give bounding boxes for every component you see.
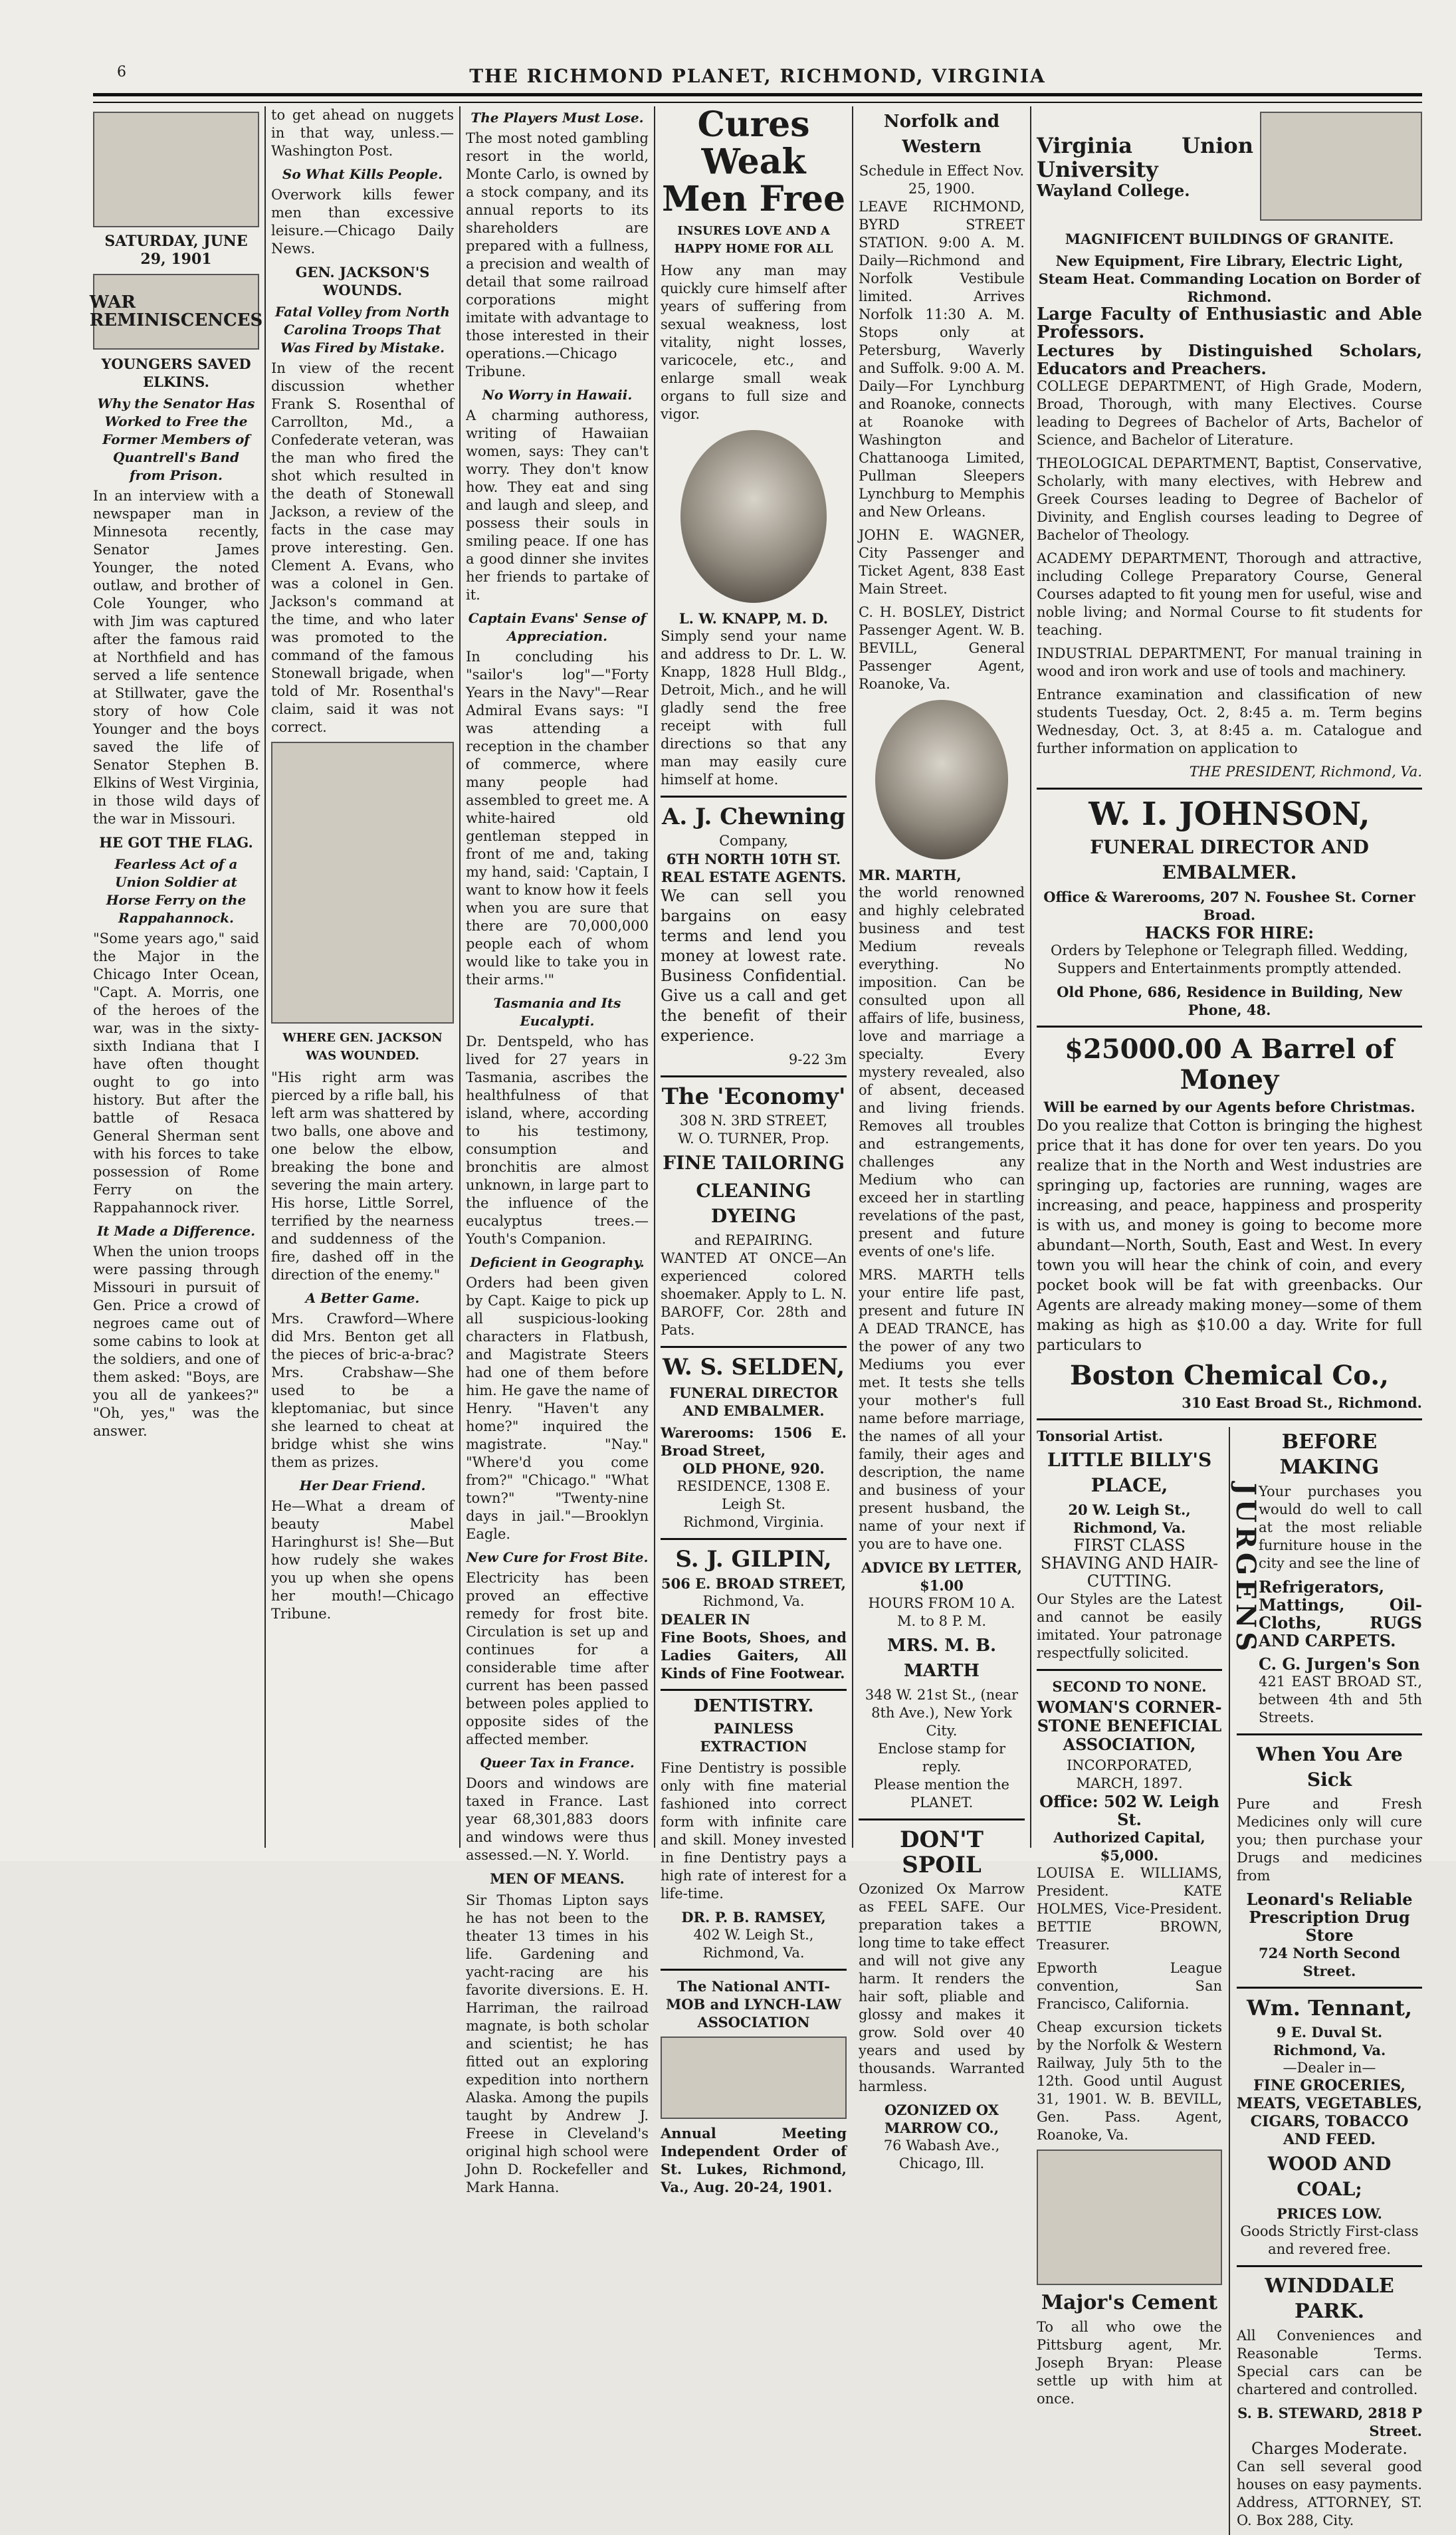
university-signature: THE PRESIDENT, Richmond, Va. bbox=[1189, 764, 1422, 780]
drug-text: Pure and Fresh Medicines only will cure you; then purchase your Drugs and medicines from bbox=[1237, 1796, 1422, 1884]
lower-ads-right bbox=[1230, 1427, 1423, 2535]
article-headline: The Players Must Lose. bbox=[470, 110, 644, 126]
article-subhead: Why the Senator Has Worked to Free the Former Members of Quantrell's Band from Prison. bbox=[97, 395, 255, 483]
wcs-officers: LOUISA E. WILLIAMS, President. KATE HOLMES, Vice-President. BETTIE BROWN, Treasurer. bbox=[1037, 1865, 1222, 1953]
article-paragraph: Electricity has been proved an effective remedy for frost bite. Circulation is set up and continues for a considerable time after current has been passed between poles applied to opposite sides of the affected member. bbox=[466, 1570, 649, 1747]
ozonized-text: Ozonized Ox Marrow as FEEL SAFE. Our preparation takes a long time to take effect and will not give any harm. It renders the hair soft, pliable and glossy and makes it grow. Sold over 40 years and used by thousands. Warranted harmless. bbox=[859, 1881, 1025, 2094]
tennant-tail: Goods Strictly First-class and revered free. bbox=[1240, 2223, 1419, 2257]
column-6 bbox=[1037, 106, 1423, 2528]
article-paragraph: Overwork kills fewer men than excessive leisure.—Chicago Daily News. bbox=[271, 187, 454, 257]
dentistry-address: 402 W. Leigh St., Richmond, Va. bbox=[693, 1927, 814, 1961]
jurgens-title: BEFORE MAKING bbox=[1279, 1430, 1380, 1479]
marth-text: MRS. MARTH tells your entire life past, present and future IN A DEAD TRANCE, has the power of any two Mediums you ever met. It tests she tells your mother's full name before marriage, the names of all your family, their ages and description, the name and business of your present husband, the name of your next if you are to have one. bbox=[859, 1267, 1025, 1552]
selden-warerooms: Warerooms: 1506 E. Broad Street, bbox=[661, 1424, 847, 1459]
article-headline: Queer Tax in France. bbox=[480, 1755, 635, 1771]
article-headline: YOUNGERS SAVED ELKINS. bbox=[101, 356, 251, 390]
selden-title: W. S. SELDEN, bbox=[662, 1354, 845, 1380]
johnson-phone: Old Phone, 686, Residence in Building, New Phone, 48. bbox=[1057, 984, 1402, 1018]
jurgens-side: JURGENS bbox=[1230, 1483, 1261, 1656]
barrel-title: $25000.00 A Barrel of Money bbox=[1065, 1034, 1394, 1095]
university-entrance: Entrance examination and classification of new students Tuesday, Oct. 2, 8:45 a. m. Term begins Wednesday, Oct. 3, at 8:45 a. m. Catalogue and further information on application to bbox=[1037, 687, 1422, 756]
divider bbox=[1237, 1733, 1422, 1735]
tennant-goods: FINE GROCERIES, MEATS, VEGETABLES, CIGARS, TOBACCO AND FEED. bbox=[1237, 2077, 1423, 2148]
park-tail: Can sell several good houses on easy payments. Address, ATTORNEY, ST. O. Box 288, City. bbox=[1237, 2459, 1422, 2528]
divider bbox=[859, 1819, 1025, 1820]
feature-banner bbox=[89, 274, 263, 350]
chewning-subtitle: Company, bbox=[719, 833, 788, 849]
drug-title: When You Are Sick bbox=[1256, 1743, 1403, 1791]
illustration-caption: WHERE GEN. JACKSON WAS WOUNDED. bbox=[282, 1031, 443, 1063]
billy-text: FIRST CLASS SHAVING AND HAIR-CUTTING. bbox=[1040, 1536, 1219, 1591]
cures-ad-text: Simply send your name and address to Dr. L. W. Knapp, 1828 Hull Bldg., Detroit, Mich., and he will gladly send the free receipt with full directions so that any man may easily cure himself at home. bbox=[661, 628, 847, 788]
university-faculty: Large Faculty of Enthusiastic and Able Professors. bbox=[1037, 304, 1422, 342]
johnson-title: W. I. JOHNSON, bbox=[1089, 796, 1370, 833]
dentistry-subtitle: PAINLESS EXTRACTION bbox=[700, 1720, 807, 1755]
article-headline: Deficient in Geography. bbox=[470, 1254, 645, 1270]
dentistry-name: DR. P. B. RAMSEY, bbox=[681, 1909, 826, 1926]
johnson-hacks: HACKS FOR HIRE: bbox=[1144, 923, 1314, 942]
park-title: WINDDALE PARK. bbox=[1265, 2274, 1394, 2323]
billy-title: LITTLE BILLY'S PLACE, bbox=[1047, 1449, 1212, 1496]
column-3 bbox=[466, 106, 649, 2195]
article-paragraph: In an interview with a newspaper man in Minnesota recently, Senator James Younger, the noted outlaw, and brother of Cole Younger, who with Jim was captured after the famous raid at Northfield and has served a life sentence at Stillwater, gave the story of how Cole Younger and the boys saved the life of Senator Stephen B. Elkins of West Virginia, in those wild days of the war in Missouri. bbox=[93, 488, 259, 827]
cures-ad-title: Cures Weak Men Free bbox=[661, 104, 846, 219]
chewning-address: 6TH NORTH 10TH ST. bbox=[666, 851, 841, 867]
article-paragraph: The most noted gambling resort in the world, Monte Carlo, is owned by a stock company, and its annual reports to its shareholders are prepared with a fullness, a precision and wealth of detail that some railroad corporations might imitate with advantage to those interested in their operations.—Chicago Tribune. bbox=[466, 130, 649, 380]
article-paragraph: "His right arm was pierced by a rifle ball, his left arm was shattered by two balls, one above and one below the elbow, breaking the bone and severing the main artery. His horse, Little Sorrel, terrified by the nearness and suddenness of the fire, dashed off in the direction of the enemy." bbox=[271, 1069, 454, 1283]
article-headline: HE GOT THE FLAG. bbox=[99, 834, 253, 851]
gilpin-goods: Fine Boots, Shoes, and Ladies Gaiters, All Kinds of Fine Footwear. bbox=[661, 1629, 847, 1682]
marth-planet: Please mention the PLANET. bbox=[874, 1777, 1009, 1811]
column-2 bbox=[271, 106, 454, 1848]
drug-name: Leonard's Reliable Prescription Drug Store bbox=[1246, 1890, 1413, 1945]
article-headline: MEN OF MEANS. bbox=[490, 1870, 625, 1887]
article-headline: New Cure for Frost Bite. bbox=[466, 1549, 649, 1565]
masthead: THE RICHMOND PLANET, RICHMOND, VIRGINIA bbox=[469, 65, 1046, 87]
wcs-capital: Authorized Capital, $5,000. bbox=[1053, 1829, 1205, 1864]
billy-address: 20 W. Leigh St., Richmond, Va. bbox=[1068, 1501, 1191, 1536]
masthead-rule bbox=[93, 93, 1422, 103]
dentistry-title: DENTISTRY. bbox=[693, 1696, 814, 1716]
university-heading: MAGNIFICENT BUILDINGS OF GRANITE. bbox=[1065, 231, 1394, 247]
park-signature: S. B. STEWARD, 2818 P Street. bbox=[1237, 2405, 1422, 2439]
gilpin-title: S. J. GILPIN, bbox=[675, 1546, 832, 1573]
jurgens-goods: Refrigerators, Mattings, Oil-Cloths, RUGS AND CARPETS. bbox=[1259, 1577, 1422, 1650]
marth-name: MR. MARTH, bbox=[859, 867, 962, 883]
article-paragraph: In concluding his "sailor's log"—"Forty Years in the Navy"—Rear Admiral Evans says: "I was attending a reception in the chamber of commerce, where many people had assembled to greet me. A white-haired old gentleman stepped in front of me and, taking my hand, said: 'Captain, I want to know how it feels when you are sure that there are 70,000,000 people each of whom would like to take you in their arms.'" bbox=[466, 649, 649, 988]
gilpin-address: 506 E. BROAD STREET, bbox=[661, 1575, 846, 1592]
economy-proprietor: W. O. TURNER, Prop. bbox=[678, 1131, 829, 1147]
chewning-text: We can sell you bargains on easy terms and lend you money at lowest rate. Business Confidential. Give us a call and get the benefit of their experience. bbox=[661, 887, 847, 1045]
divider bbox=[1037, 788, 1422, 790]
medium-portrait bbox=[875, 700, 1008, 859]
boston-address: 310 East Broad St., Richmond. bbox=[1182, 1394, 1422, 1411]
article-paragraph: Dr. Dentspeld, who has lived for 27 years in Tasmania, ascribes the healthfulness of that island, where, according to his testimony, consumption and bronchitis are almost unknown, in large part to the influence of the eucalyptus trees.—Youth's Companion. bbox=[466, 1034, 649, 1247]
divider bbox=[661, 1346, 847, 1348]
masthead-illustration bbox=[93, 112, 259, 227]
column-divider bbox=[264, 106, 266, 1848]
column-4 bbox=[661, 104, 847, 2195]
article-paragraph: Mrs. Crawford—Where did Mrs. Benton get all the pieces of bric-a-brac? Mrs. Crabshaw—She used to be a kleptomaniac, but since she learned to cheat at bridge whist she wins them as prizes. bbox=[271, 1311, 454, 1470]
selden-subtitle: FUNERAL DIRECTOR AND EMBALMER. bbox=[669, 1384, 838, 1419]
cures-ad-subtitle: INSURES LOVE AND A HAPPY HOME FOR ALL bbox=[674, 224, 833, 256]
railroad-text: LEAVE RICHMOND, BYRD STREET STATION. 9:00 A. M. Daily—Richmond and Norfolk Vestibule limited. Arrives Norfolk 11:30 A. M. Stops only at Petersburg, Waverly and Suffolk. 9:00 A. M. Daily—For Lynchburg and Roanoke, connects at Roanoke with Washington and Chattanooga Limited, Pullman Sleepers Lynchburg to Memphis and New Orleans. bbox=[859, 199, 1025, 520]
doctor-name: L. W. KNAPP, M. D. bbox=[678, 610, 829, 627]
column-1 bbox=[89, 106, 263, 1848]
economy-line: FINE TAILORING bbox=[663, 1152, 845, 1174]
university-department: THEOLOGICAL DEPARTMENT, Baptist, Conservative, Scholarly, with many electives, with Hebrew and Greek Courses leading to Degree of Bachelor of Divinity, and English courses leading to Degree of Bachelor of Theology. bbox=[1037, 455, 1422, 543]
divider bbox=[661, 1075, 847, 1077]
ozonized-title: DON'T SPOIL bbox=[900, 1826, 984, 1878]
divider bbox=[661, 1538, 847, 1540]
economy-text: WANTED AT ONCE—An experienced colored shoemaker. Apply to L. N. BAROFF, Cor. 28th and Pats. bbox=[661, 1250, 847, 1338]
tennant-wood: WOOD AND COAL; bbox=[1267, 2153, 1392, 2200]
chewning-date: 9-22 3m bbox=[788, 1051, 847, 1067]
university-department: INDUSTRIAL DEPARTMENT, For manual training in wood and iron work and use of tools and machinery. bbox=[1037, 645, 1422, 679]
university-header bbox=[1037, 106, 1422, 226]
university-title: Virginia Union University bbox=[1037, 132, 1253, 182]
tennant-title: Wm. Tennant, bbox=[1246, 1995, 1413, 2021]
railroad-agent: JOHN E. WAGNER, City Passenger and Ticket Agent, 838 East Main Street. bbox=[859, 527, 1025, 597]
park-charges: Charges Moderate. bbox=[1251, 2439, 1407, 2458]
column-divider bbox=[654, 106, 655, 1848]
article-paragraph: A charming authoress, writing of Hawaiian women, says: They can't worry. They don't know how. They eat and sing and laugh and sleep, and possess their souls in smiling peace. If one has a good dinner she invites her friends to partake of it. bbox=[466, 407, 649, 603]
barrel-text: Do you realize that Cotton is bringing the highest price that it has done for over ten years. Do you realize that in the North and West industries are springing up, factories are running, wages are increasing, and peace, happiness and prosperity is with us, and money is going to become more abundant—North, South, East and West. In every town you will hear the chink of coin, and every pocket book will be fat with greenbacks. Our Agents are already making money—some of them making as high as $10.00 a day. Write for full particulars to bbox=[1037, 1117, 1422, 1354]
marth-address: 348 W. 21st St., (near 8th Ave.), New York City. bbox=[865, 1687, 1019, 1739]
billy-heading: Tonsorial Artist. bbox=[1037, 1428, 1164, 1444]
cures-ad-text: How any man may quickly cure himself after years of suffering from sexual weakness, lost vitality, night losses, varicocele, etc., and enlarge small weak organs to full size and vigor. bbox=[661, 263, 847, 422]
lower-ads bbox=[1037, 1427, 1422, 2535]
university-subheading: New Equipment, Fire Library, Electric Light, Steam Heat. Commanding Location on Border of Richmond. bbox=[1038, 253, 1421, 305]
jurgens-body bbox=[1230, 1483, 1422, 1727]
university-department: COLLEGE DEPARTMENT, of High Grade, Modern, Broad, Thorough, with many Electives. Course leading to Degrees of Bachelor of Arts, Bachelor of Science, and Bachelor of Literature. bbox=[1037, 378, 1422, 448]
issue-date: SATURDAY, JUNE 29, 1901 bbox=[104, 233, 248, 268]
gilpin-dealer: DEALER IN bbox=[661, 1611, 751, 1628]
article-paragraph: Doors and windows are taxed in France. Last year 68,301,883 doors and windows were thus assessed.—N. Y. World. bbox=[466, 1775, 649, 1863]
billy-text: Our Styles are the Latest and cannot be easily imitated. Your patronage respectfully solicited. bbox=[1037, 1591, 1222, 1661]
johnson-subtitle: FUNERAL DIRECTOR AND EMBALMER. bbox=[1090, 836, 1369, 883]
dentistry-text: Fine Dentistry is possible only with fine material fashioned into correct form with infinite care and skill. Money invested in fine Dentistry pays a high rate of interest for a life-time. bbox=[661, 1760, 847, 1902]
economy-address: 308 N. 3RD STREET, bbox=[679, 1113, 828, 1129]
divider bbox=[1037, 1418, 1422, 1420]
article-paragraph: When the union troops were passing through Missouri in pursuit of Gen. Price a crowd of negroes came out of some cabins to look at the soldiers, and one of them asked: "Boys, are you all de yankees?" "Oh, yes," was the answer. bbox=[93, 1244, 259, 1439]
marth-hours: HOURS FROM 10 A. M. to 8 P. M. bbox=[868, 1595, 1015, 1629]
economy-line: CLEANING DYEING bbox=[696, 1180, 811, 1227]
association-title: The National ANTI-MOB and LYNCH-LAW ASSOCIATION bbox=[666, 1978, 841, 2031]
article-paragraph: In view of the recent discussion whether Frank S. Rosenthal of Carrollton, Md., a Confederate veteran, was the man who fired the shot which resulted in the death of Stonewall Jackson, a review of the facts in the case may prove interesting. Gen. Clement A. Evans, who was a colonel in Gen. Jackson's command at the time, and who later was promoted to the command of the famous Stonewall brigade, when told of Mr. Rosenthal's claim, said it was not correct. bbox=[271, 360, 454, 735]
marth-text: the world renowned and highly celebrated business and test Medium reveals everything. No imposition. Can be consulted upon all affairs of life, business, love and marriage a specialty. Every mystery revealed, also of absent, deceased and living friends. Removes all troubles and estrangements, challenges any Medium who can exceed her in startling revelations of the past, present and future events of one's life. bbox=[859, 885, 1025, 1260]
marth-advice: ADVICE BY LETTER, $1.00 bbox=[861, 1559, 1022, 1594]
doctor-portrait bbox=[680, 430, 827, 603]
article-headline: Captain Evans' Sense of Appreciation. bbox=[468, 610, 647, 644]
wcs-office: Office: 502 W. Leigh St. bbox=[1039, 1792, 1219, 1829]
divider bbox=[1237, 2265, 1422, 2267]
railroad-title: Norfolk and Western bbox=[883, 112, 1000, 157]
column-divider bbox=[852, 106, 853, 1848]
jackson-illustration bbox=[271, 742, 454, 1024]
barrel-subtitle: Will be earned by our Agents before Christmas. bbox=[1043, 1099, 1415, 1115]
university-department: ACADEMY DEPARTMENT, Thorough and attractive, including College Preparatory Course, General Courses adapted to fit young men for useful, wise and noble living; and Normal Course to fit students for teaching. bbox=[1037, 550, 1422, 638]
marth-stamp: Enclose stamp for reply. bbox=[877, 1741, 1006, 1775]
lower-ads-left bbox=[1037, 1427, 1222, 2535]
article-headline: GEN. JACKSON'S WOUNDS. bbox=[295, 264, 430, 298]
university-building-illustration bbox=[1260, 112, 1422, 221]
article-subhead: Fearless Act of a Union Soldier at Horse Ferry on the Rappahannock. bbox=[106, 856, 247, 926]
column-divider bbox=[459, 106, 461, 1848]
article-headline: Tasmania and Its Eucalypti. bbox=[493, 995, 621, 1029]
divider bbox=[661, 796, 847, 798]
article-headline: So What Kills People. bbox=[282, 166, 443, 182]
wcs-title: WOMAN'S CORNER-STONE BENEFICIAL ASSOCIATION, bbox=[1037, 1698, 1222, 1754]
column-5 bbox=[859, 106, 1025, 2171]
park-text: All Conveniences and Reasonable Terms. Special cars can be chartered and controlled. bbox=[1237, 2328, 1422, 2397]
association-illustration bbox=[661, 2037, 847, 2119]
tennant-prices: PRICES LOW. bbox=[1277, 2205, 1382, 2222]
ozonized-address: 76 Wabash Ave., Chicago, Ill. bbox=[883, 2138, 1000, 2171]
wcs-incorporated: INCORPORATED, MARCH, 1897. bbox=[1066, 1757, 1193, 1791]
boston-chemical: Boston Chemical Co., bbox=[1069, 1360, 1390, 1391]
ozonized-company: OZONIZED OX MARROW CO., bbox=[884, 2102, 999, 2136]
selden-city: Richmond, Virginia. bbox=[683, 1514, 824, 1530]
chewning-line: REAL ESTATE AGENTS. bbox=[661, 869, 847, 885]
jurgens-address: 421 EAST BROAD ST., between 4th and 5th Streets. bbox=[1259, 1674, 1422, 1725]
article-paragraph: He—What a dream of beauty Mabel Haringhurst is! She—But how rudely she wakes you up when she opens her mouth!—Chicago Tribune. bbox=[271, 1498, 454, 1622]
gilpin-city: Richmond, Va. bbox=[702, 1593, 805, 1609]
university-side: Wayland College. bbox=[1037, 180, 1190, 200]
article-subhead: Fatal Volley from North Carolina Troops That Was Fired by Mistake. bbox=[275, 304, 450, 356]
economy-line: and REPAIRING. bbox=[694, 1232, 813, 1248]
article-headline: Her Dear Friend. bbox=[299, 1478, 426, 1493]
column-divider bbox=[1030, 106, 1031, 1848]
article-headline: A Better Game. bbox=[305, 1290, 420, 1306]
feature-title: WAR REMINISCENCES bbox=[89, 292, 263, 330]
article-headline: No Worry in Hawaii. bbox=[482, 387, 633, 403]
association-meeting: Annual Meeting Independent Order of St. Lukes, Richmond, Va., Aug. 20-24, 1901. bbox=[661, 2125, 847, 2195]
article-paragraph: Sir Thomas Lipton says he has not been to the theater 13 times in his life. Gardening and yacht-racing are his favorite diversions. E. H. Harriman, the railroad magnate, is both scholar and scientist; he has fitted out an exploring expedition into northern Alaska. Among the pupils taught by Andrew J. Freese in Cleveland's original high school were John D. Rockefeller and Mark Hanna. bbox=[466, 1892, 649, 2195]
jurgens-text: Your purchases you would do well to call at the most reliable furniture house in the city and see the line of bbox=[1259, 1484, 1422, 1571]
wcs-heading: SECOND TO NONE. bbox=[1052, 1678, 1207, 1695]
divider bbox=[661, 1689, 847, 1691]
selden-phone: OLD PHONE, 920. bbox=[682, 1460, 825, 1477]
article-paragraph: to get ahead on nuggets in that way, unless.—Washington Post. bbox=[271, 107, 454, 159]
divider bbox=[1237, 1987, 1422, 1989]
marth-signature: MRS. M. B. MARTH bbox=[886, 1636, 997, 1681]
tennant-dealer: —Dealer in— bbox=[1283, 2060, 1376, 2076]
article-paragraph: "Some years ago," said the Major in the Chicago Inter Ocean, "Capt. A. Morris, one of the heroes of the war, was in the sixty-sixth Indiana that I have often thought ought to go into history. But after the battle of Resaca General Sherman sent with his forces to take possession of Rome Ferry on the Rappahannock river. bbox=[93, 931, 259, 1216]
economy-title: The 'Economy' bbox=[661, 1083, 846, 1110]
jurgens-name: C. G. Jurgen's Son bbox=[1259, 1654, 1420, 1674]
tennant-address: 9 E. Duval St. Richmond, Va. bbox=[1273, 2024, 1386, 2058]
majors-text: To all who owe the Pittsburg agent, Mr. Joseph Bryan: Please settle up with him at once. bbox=[1037, 2319, 1222, 2407]
article-paragraph: Orders had been given by Capt. Kaige to pick up all suspicious-looking characters in Flatbush, and Magistrate Steers had one of them before him. He gave the name of Henry. "Haven't any home?" inquired the magistrate. "Nay." "Where'd you come from?" "Chicago." "What town?" "Twenty-nine days in jail."—Brooklyn Eagle. bbox=[466, 1275, 649, 1542]
wcs-epworth: Epworth League convention, San Francisco, California. bbox=[1037, 1960, 1222, 2012]
wcs-railway: Cheap excursion tickets by the Norfolk & Western Railway, July 5th to the 12th. Good until August 31, 1901. W. B. BEVILL, Gen. Pass. Agent, Roanoke, Va. bbox=[1037, 2019, 1222, 2143]
railroad-schedule: Schedule in Effect Nov. 25, 1900. bbox=[859, 163, 1025, 197]
divider bbox=[1037, 1026, 1422, 1028]
article-headline: It Made a Difference. bbox=[96, 1223, 256, 1239]
divider bbox=[661, 1969, 847, 1971]
johnson-text: Orders by Telephone or Telegraph filled. Wedding, Suppers and Entertainments promptly attended. bbox=[1051, 942, 1408, 976]
railroad-names: C. H. BOSLEY, District Passenger Agent. W. B. BEVILL, General Passenger Agent, Roanoke, Va. bbox=[859, 604, 1025, 692]
university-lectures: Lectures by Distinguished Scholars, Educators and Preachers. bbox=[1037, 341, 1422, 378]
page-number: 6 bbox=[117, 64, 126, 80]
majors-title: Major's Cement bbox=[1041, 2291, 1218, 2314]
drug-address: 724 North Second Street. bbox=[1259, 1945, 1400, 1979]
chewning-title: A. J. Chewning bbox=[662, 804, 845, 830]
johnson-address: Office & Warerooms, 207 N. Foushee St. Corner Broad. bbox=[1043, 889, 1415, 923]
divider bbox=[1037, 1669, 1222, 1671]
majors-cement-illustration bbox=[1037, 2149, 1222, 2285]
selden-residence: RESIDENCE, 1308 E. Leigh St. bbox=[676, 1478, 831, 1512]
